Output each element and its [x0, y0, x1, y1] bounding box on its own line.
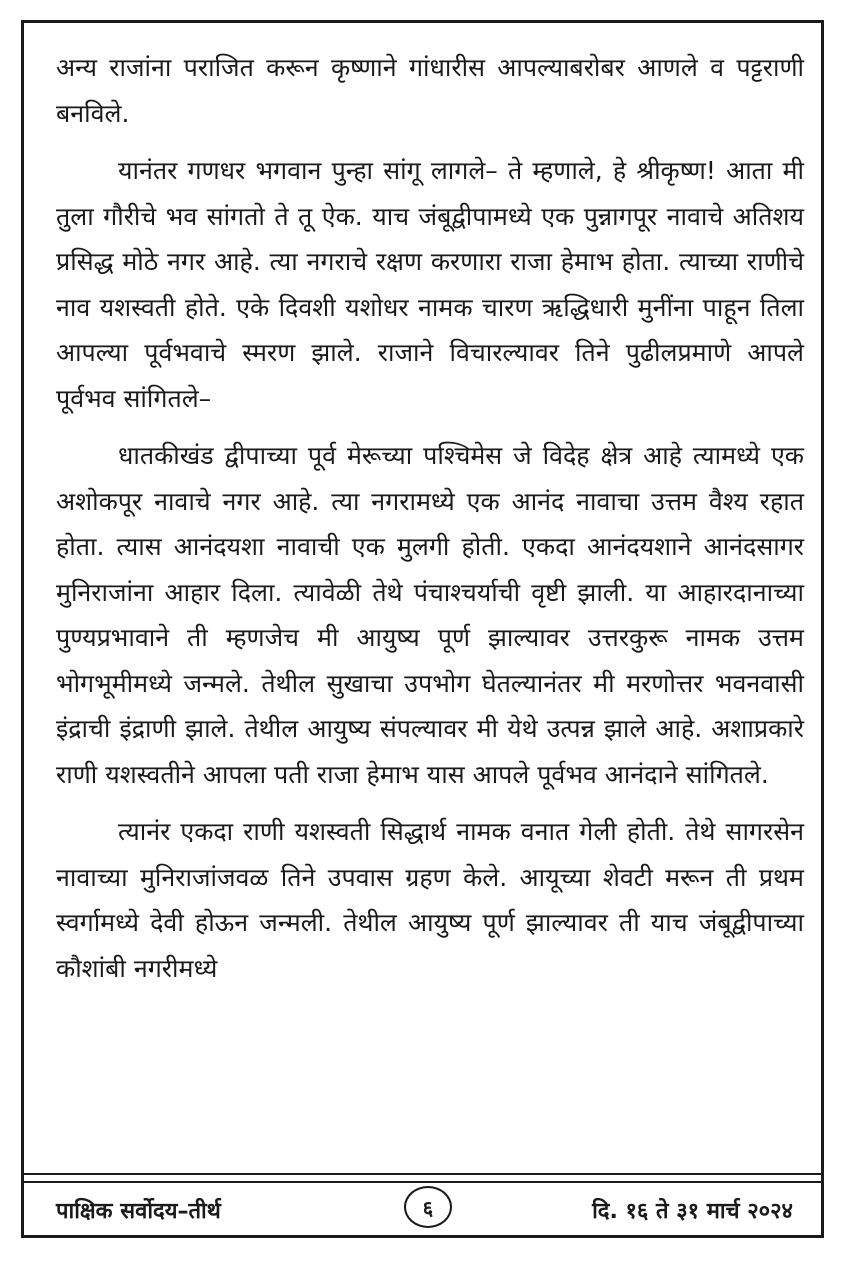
paragraph-3: धातकीखंड द्वीपाच्या पूर्व मेरूच्या पश्चिमेस जे विदेह क्षेत्र आहे त्यामध्ये एक अशोकपूर नावाचे नगर आहे. त्या नगरामध्ये एक आनंद नावाचा उत्तम वैश्य रहात होता. त्यास आनंदयशा नावाची एक मुलगी होती. एकदा आनंदयशाने आनंदसागर मुनिराजांना आहार दिला. त्यावेळी तेथे पंचाश्चर्याची वृष्टी झाली. या आहारदानाच्या पुण्यप्रभावाने ती म्हणजेच मी आयुष्य पूर्ण झाल्यावर उत्तरकुरू नामक उत्तम भोगभूमीमध्ये जन्मले. तेथील सुखाचा उपभोग घेतल्यानंतर मी मरणोत्तर भवनवासी इंद्राची इंद्राणी झाले. तेथील आयुष्य संपल्यावर मी येथे उत्पन्न झाले आहे. अशाप्रकारे राणी यशस्वतीने आपला पती राजा हेमाभ यास आपले पूर्वभव आनंदाने सांगितले. [56, 441, 804, 789]
page-frame [21, 20, 824, 1238]
footer-rule-top [24, 1173, 821, 1175]
paragraph-1: अन्य राजांना पराजित करून कृष्णाने गांधारीस आपल्याबरोबर आणले व पट्टराणी बनविले. [56, 53, 804, 128]
page-number: ६ [404, 1186, 452, 1228]
paragraph-2: यानंतर गणधर भगवान पुन्हा सांगू लागले– ते म्हणाले, हे श्रीकृष्ण! आता मी तुला गौरीचे भव सांगतो ते तू ऐक. याच जंबूद्वीपामध्ये एक पुन्नागपूर नावाचे अतिशय प्रसिद्ध मोठे नगर आहे. त्या नगराचे रक्षण करणारा राजा हेमाभ होता. त्याच्या राणीचे नाव यशस्वती होते. एके दिवशी यशोधर नामक चारण ऋद्धिधारी मुनींना पाहून तिला आपल्या पूर्वभवाचे स्मरण झाले. राजाने विचारल्यावर तिने पुढीलप्रमाणे आपले पूर्वभव सांगितले– [56, 156, 804, 413]
page-footer [24, 1183, 821, 1235]
issue-date: दि. १६ ते ३१ मार्च २०२४ [592, 1199, 793, 1224]
publication-name: पाक्षिक सर्वोदय–तीर्थ [56, 1199, 221, 1224]
body-text [56, 45, 804, 1003]
paragraph-4: त्यानंर एकदा राणी यशस्वती सिद्धार्थ नामक वनात गेली होती. तेथे सागरसेन नावाच्या मुनिराजांजवळ तिने उपवास ग्रहण केले. आयूच्या शेवटी मरून ती प्रथम स्वर्गामध्ये देवी होऊन जन्मली. तेथील आयुष्य पूर्ण झाल्यावर ती याच जंबूद्वीपाच्या कौशांबी नगरीमध्ये [56, 817, 804, 983]
